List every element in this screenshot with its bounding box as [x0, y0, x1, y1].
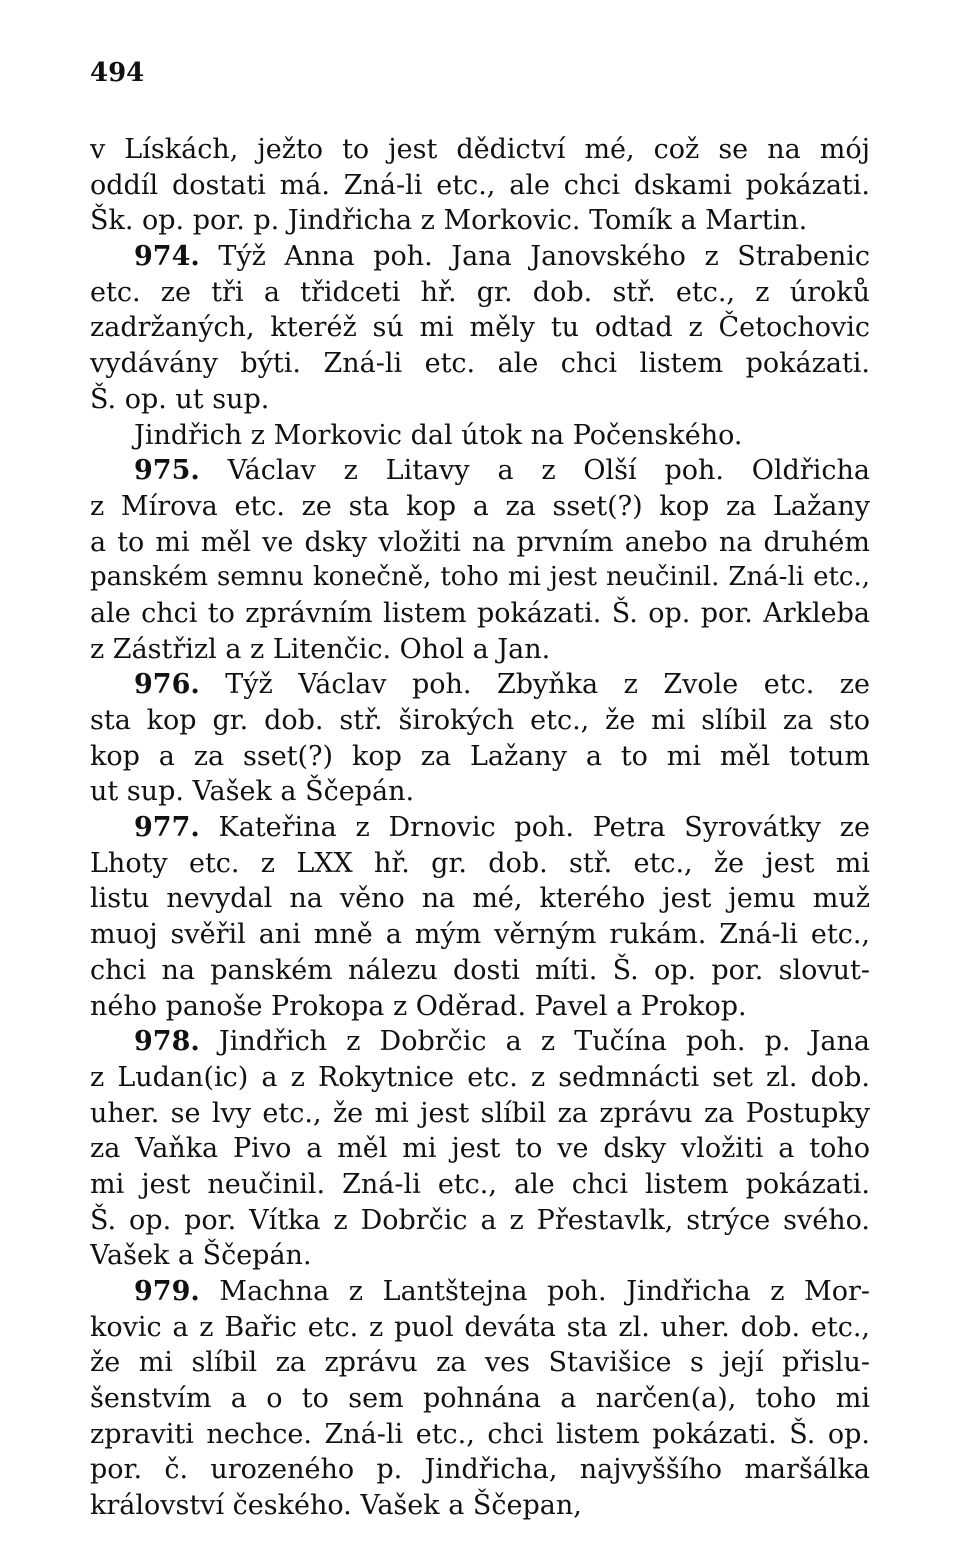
text-line: [90, 418, 870, 454]
line-text: chci na panském nálezu dosti míti. Š. op. por. slovut-: [90, 954, 870, 986]
line-text: Š. op. por. Vítka z Dobrčic a z Přestavlk, strýce svého.: [90, 1204, 870, 1236]
line-text: Š. op. ut sup.: [90, 383, 270, 415]
line-text: Machna z Lantštejna poh. Jindřicha z Mor-: [219, 1276, 870, 1307]
entry-first-line: [90, 453, 870, 489]
line-text: mi jest neučinil. Zná-li etc., ale chci listem pokázati.: [90, 1168, 870, 1200]
text-line: [90, 774, 870, 810]
page-number: 494: [90, 58, 145, 88]
line-text: ale chci to zprávním listem pokázati. Š. op. por. Arkleba: [90, 597, 870, 629]
text-line: [90, 1131, 870, 1167]
text-line: [90, 703, 870, 739]
text-line: [90, 203, 870, 239]
text-line: [90, 1060, 870, 1096]
line-text: Jindřich z Morkovic dal útok na Počenského.: [134, 419, 743, 451]
entry-number: 974.: [134, 241, 200, 273]
text-line: [90, 489, 870, 525]
line-text: por. č. urozeného p. Jindřicha, najvyššího maršálka: [90, 1454, 870, 1486]
text-line: [90, 132, 870, 168]
line-text: vydávány býti. Zná-li etc. ale chci listem pokázati.: [90, 348, 870, 380]
text-line: [90, 846, 870, 882]
text-line: [90, 989, 870, 1025]
line-text: sta kop gr. dob. stř. širokých etc., že mi slíbil za sto: [90, 705, 870, 736]
line-text: kovic a z Bařic etc. z puol deváta sta zl. uher. dob. etc.,: [90, 1311, 870, 1343]
line-text: z Ludan(ic) a z Rokytnice etc. z sedmnácti set zl. dob.: [90, 1061, 870, 1093]
line-text: muoj svěřil ani mně a mým věrným rukám. Zná-li etc.,: [90, 919, 870, 951]
line-text: Lhoty etc. z LXX hř. gr. dob. stř. etc., že jest mi: [90, 847, 870, 879]
line-text: zadržaných, kteréž sú mi měly tu odtad z Četochovic: [90, 312, 870, 344]
line-text: Šk. op. por. p. Jindřicha z Morkovic. Tomík a Martin.: [90, 205, 808, 237]
entry-number: 975.: [134, 455, 200, 487]
text-line: [90, 525, 870, 561]
text-line: [90, 560, 870, 596]
text-line: [90, 632, 870, 668]
text-line: [90, 1417, 870, 1453]
text-line: [90, 1167, 870, 1203]
body-text: [90, 132, 870, 1524]
text-line: [90, 168, 870, 204]
line-text: Týž Anna poh. Jana Janovského z Strabenic: [218, 241, 870, 273]
text-line: [90, 881, 870, 917]
line-text: za Vaňka Pivo a měl mi jest to ve dsky vložiti a toho: [90, 1133, 870, 1165]
line-text: oddíl dostati má. Zná-li etc., ale chci dskami pokázati.: [90, 169, 870, 201]
text-line: [90, 1203, 870, 1239]
line-text: z Zástřizl a z Litenčic. Ohol a Jan.: [90, 633, 551, 665]
text-line: [90, 382, 870, 418]
entry-first-line: [90, 239, 870, 275]
entry-first-line: [90, 1024, 870, 1060]
text-line: [90, 596, 870, 632]
entry-number: 979.: [134, 1276, 200, 1307]
line-text: Týž Václav poh. Zbyňka z Zvole etc. ze: [225, 669, 870, 701]
line-text: panském semnu konečně, toho mi jest neučinil. Zná-li etc.,: [90, 562, 870, 593]
line-text: uher. se lvy etc., že mi jest slíbil za zprávu za Postupky: [90, 1097, 870, 1129]
entry-number: 976.: [134, 669, 200, 701]
line-text: Jindřich z Dobrčic a z Tučína poh. p. Jana: [218, 1026, 870, 1058]
line-text: zpraviti nechce. Zná-li etc., chci listem pokázati. Š. op.: [90, 1418, 870, 1450]
line-text: Václav z Litavy a z Olší poh. Oldřicha: [227, 455, 870, 487]
text-line: [90, 1488, 870, 1524]
line-text: ut sup. Vašek a Ščepán.: [90, 776, 415, 808]
text-line: [90, 739, 870, 775]
entry-number: 977.: [134, 812, 200, 844]
line-text: a to mi měl ve dsky vložiti na prvním anebo na druhém: [90, 526, 870, 558]
text-line: [90, 1452, 870, 1488]
text-line: [90, 917, 870, 953]
line-text: v Lískách, ježto to jest dědictví mé, což se na mój: [90, 134, 870, 165]
text-line: [90, 1238, 870, 1274]
line-text: království českého. Vašek a Ščepan,: [90, 1490, 582, 1522]
line-text: Vašek a Ščepán.: [90, 1240, 312, 1272]
line-text: listu nevydal na věno na mé, kterého jest jemu muž: [90, 883, 870, 915]
line-text: ného panoše Prokopa z Oděrad. Pavel a Prokop.: [90, 990, 747, 1022]
line-text: kop a za sset(?) kop za Lažany a to mi měl totum: [90, 740, 870, 772]
line-text: etc. ze tři a třidceti hř. gr. dob. stř. etc., z úroků: [90, 276, 870, 308]
text-line: [90, 1381, 870, 1417]
text-line: [90, 953, 870, 989]
entry-number: 978.: [134, 1026, 200, 1058]
entry-first-line: [90, 1274, 870, 1310]
text-line: [90, 1310, 870, 1346]
text-line: [90, 346, 870, 382]
line-text: šenstvím a o to sem pohnána a narčen(a), toho mi: [90, 1383, 870, 1415]
text-line: [90, 310, 870, 346]
text-line: [90, 1096, 870, 1132]
line-text: Kateřina z Drnovic poh. Petra Syrovátky ze: [218, 812, 870, 844]
text-line: [90, 1345, 870, 1381]
entry-first-line: [90, 667, 870, 703]
entry-first-line: [90, 810, 870, 846]
text-line: [90, 275, 870, 311]
line-text: z Mírova etc. ze sta kop a za sset(?) kop za Lažany: [90, 490, 870, 522]
line-text: že mi slíbil za zprávu za ves Stavišice s její přislu-: [90, 1347, 870, 1379]
